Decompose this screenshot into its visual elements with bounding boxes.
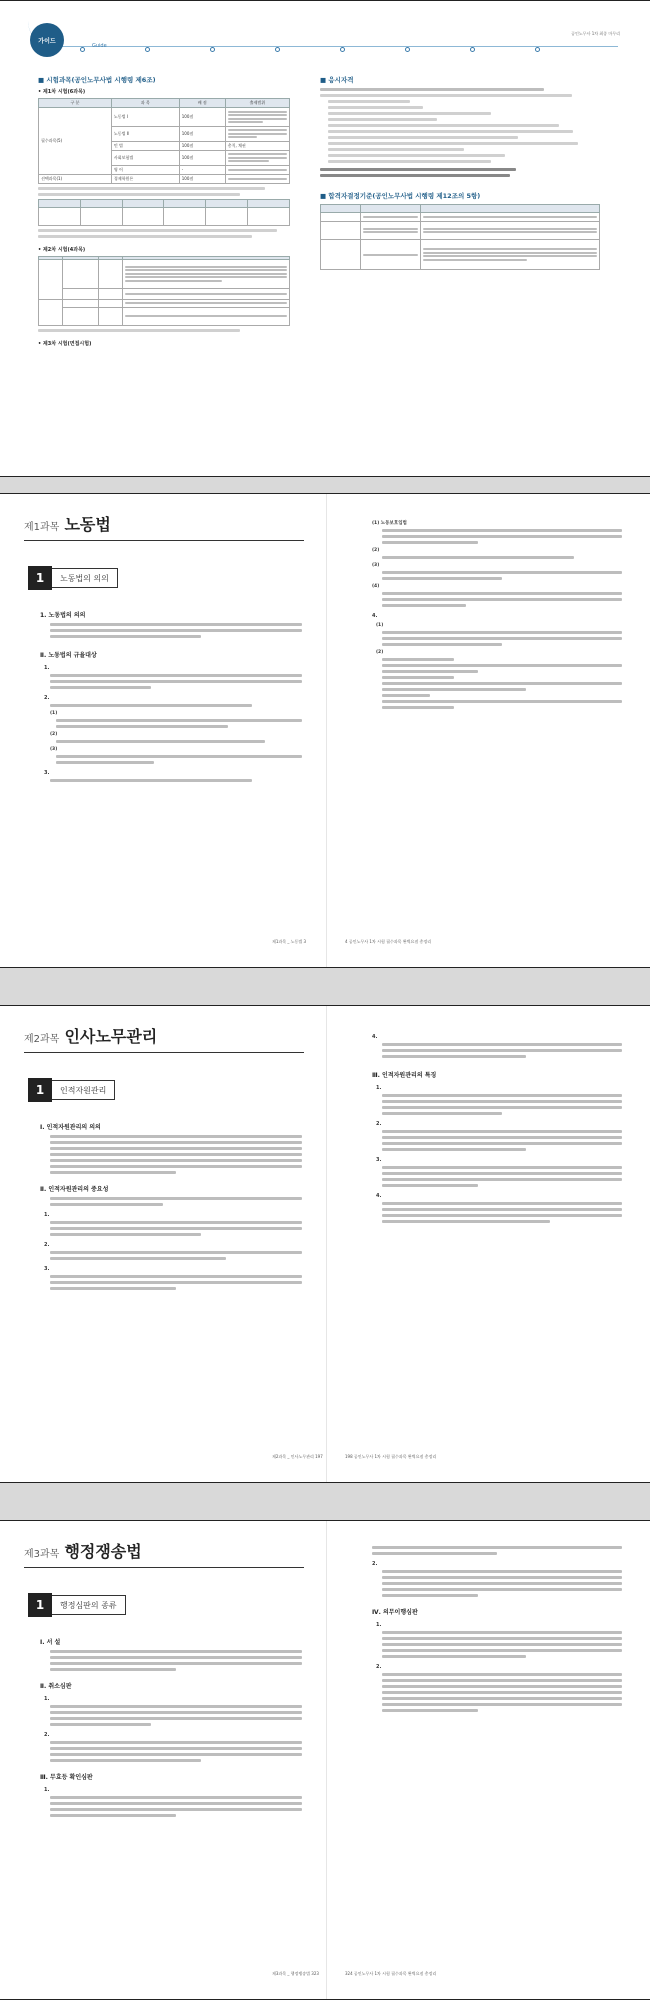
table-cell: 100점	[179, 126, 225, 141]
table-header: 과 목	[111, 99, 179, 108]
table-header: 출제범위	[225, 99, 289, 108]
page-footer: 4 공인노무사 1차 시험 필수과목 완벽요점 총정리	[345, 939, 432, 944]
guide-badge: 가이드	[30, 23, 64, 57]
heading: Ⅳ. 의무이행심판	[372, 1609, 418, 1616]
sub-heading: • 제1차 시험(6과목)	[38, 89, 86, 95]
page-footer: 제2과목 _ 인사노무관리 197	[272, 1454, 323, 1459]
chapter-spread-2	[0, 1005, 650, 1483]
left-column: Ⅰ. 인적자원관리의 의의 Ⅱ. 인적자원관리의 중요성 1. 2. 3.	[40, 1114, 302, 1293]
guide-left-column	[38, 69, 290, 350]
table-cell	[225, 174, 289, 183]
subject-prefix: 제1과목	[24, 522, 60, 533]
table-cell	[225, 165, 289, 174]
heading: Ⅲ. 무효등 확인심판	[40, 1774, 93, 1781]
section-heading: ■ 시험과목(공인노무사법 시행령 제6조)	[38, 76, 156, 84]
guide-dot	[535, 47, 540, 52]
table-row	[39, 108, 290, 127]
exam-table-1	[38, 98, 290, 184]
heading: (1) 노동보호입법	[372, 521, 407, 526]
section-box	[28, 1078, 115, 1102]
heading: Ⅱ. 인적자원관리의 중요성	[40, 1186, 109, 1193]
guide-dot	[210, 47, 215, 52]
table-cell	[225, 108, 289, 127]
page-footer: 제3과목 _ 행정쟁송법 323	[272, 1971, 319, 1976]
page-footer: 제1과목 _ 노동법 3	[272, 939, 307, 944]
section-heading: ■ 합격자결정기준(공인노무사법 시행령 제12조의 5항)	[320, 192, 481, 200]
page-footer: 198 공인노무사 1차 시험 필수과목 완벽요점 총정리	[345, 1454, 437, 1459]
heading: Ⅰ. 서 설	[40, 1639, 61, 1646]
subject-prefix: 제2과목	[24, 1034, 60, 1045]
guide-dot	[405, 47, 410, 52]
table-cell: 사회보험법	[111, 150, 179, 165]
right-column: 2. Ⅳ. 의무이행심판 1. 2.	[372, 1543, 622, 1715]
table-cell: 100점	[179, 150, 225, 165]
english-score-table	[38, 199, 290, 226]
section-number: 1	[28, 1593, 52, 1617]
section-box	[28, 1593, 126, 1617]
section-number: 1	[28, 566, 52, 590]
section-box	[28, 566, 118, 590]
heading: Ⅲ. 인적자원관리의 특징	[372, 1072, 437, 1079]
table-cell: 100점	[179, 174, 225, 183]
header-right: 공인노무사 1차 최종 마무리	[571, 31, 620, 36]
subject-prefix: 제3과목	[24, 1549, 60, 1560]
table-cell: 필수과목(5)	[39, 108, 112, 175]
guide-label: Guide	[92, 43, 107, 49]
guide-arc	[28, 21, 618, 47]
guide-dot	[470, 47, 475, 52]
table-notes	[38, 187, 290, 196]
table-cell: 선택과목(1)	[39, 174, 112, 183]
sub-heading: • 제2차 시험(4과목)	[38, 246, 86, 253]
table-cell: 100점	[179, 141, 225, 150]
table-cell: -	[179, 165, 225, 174]
section-title: 인적자원관리	[52, 1080, 115, 1100]
heading: Ⅰ. 인적자원관리의 의의	[40, 1124, 101, 1131]
subject-title: 인사노무관리	[64, 1027, 158, 1046]
table-cell	[225, 150, 289, 165]
guide-dot	[80, 47, 85, 52]
guide-dot	[275, 47, 280, 52]
section-title: 노동법의 의의	[52, 568, 118, 588]
table-notes	[38, 229, 290, 238]
table-cell: 노동법 Ⅰ	[111, 108, 179, 127]
guide-dot	[340, 47, 345, 52]
sub-heading: • 제3차 시험(면접시험)	[38, 340, 92, 347]
guide-dots	[80, 47, 540, 52]
left-column: 1. 노동법의 의의 Ⅱ. 노동법의 규율대상 1. 2. (1) (2) (3) 3.	[40, 602, 302, 785]
table-cell: 민 법	[111, 141, 179, 150]
chapter-spread-3	[0, 1520, 650, 2000]
chapter-spread-1	[0, 493, 650, 968]
heading: Ⅱ. 취소심판	[40, 1683, 72, 1690]
chapter-header	[24, 512, 309, 552]
heading: 1. 노동법의 의의	[40, 612, 86, 619]
heading: Ⅱ. 노동법의 규율대상	[40, 652, 97, 659]
table-cell	[225, 126, 289, 141]
exam-table-2	[38, 256, 290, 326]
table-cell: 경제학원론	[111, 174, 179, 183]
section-number: 1	[28, 1078, 52, 1102]
subject-title: 행정쟁송법	[64, 1542, 142, 1561]
table-header: 구 분	[39, 99, 112, 108]
table-cell: 노동법 Ⅱ	[111, 126, 179, 141]
table-row	[39, 174, 290, 183]
guide-page	[0, 0, 650, 477]
table-cell: 영 어	[111, 165, 179, 174]
right-column: 4. Ⅲ. 인적자원관리의 특징 1. 2. 3. 4.	[372, 1028, 622, 1226]
table-cell: 100점	[179, 108, 225, 127]
left-column: Ⅰ. 서 설 Ⅱ. 취소심판 1. 2. Ⅲ. 무효등 확인심판 1.	[40, 1629, 302, 1820]
guide-dot	[145, 47, 150, 52]
table-cell: 총칙, 채권	[225, 141, 289, 150]
subject-title: 노동법	[64, 515, 111, 534]
pass-criteria-table	[320, 204, 600, 270]
chapter-header	[24, 1539, 309, 1579]
page-footer: 324 공인노무사 1차 시험 필수과목 완벽요점 총정리	[345, 1971, 437, 1976]
section-heading: ■ 응시자격	[320, 76, 354, 84]
chapter-header	[24, 1024, 309, 1064]
section-title: 행정심판의 종류	[52, 1595, 126, 1615]
guide-right-column	[320, 69, 600, 270]
right-column: (1) 노동보호입법 (2) (3) (4) 4. (1) (2)	[372, 516, 622, 712]
table-header: 배 점	[179, 99, 225, 108]
